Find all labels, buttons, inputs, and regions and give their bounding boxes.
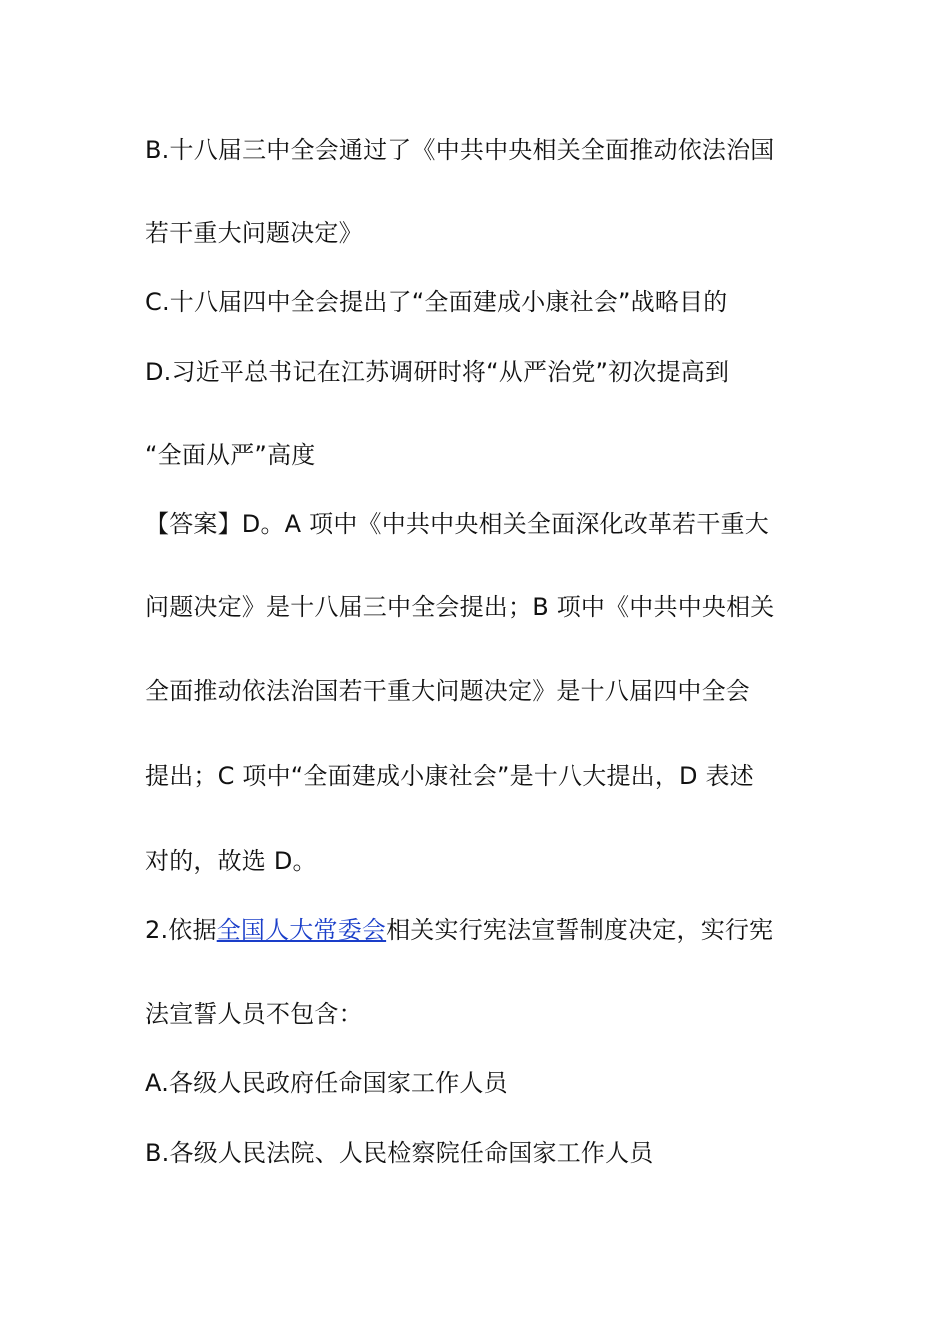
q2-suffix: 相关实行宪法宣誓制度决定，实行宪 [386, 916, 774, 944]
q1-option-c: C.十八届四中全会提出了“全面建成小康社会”战略目的 [145, 288, 728, 316]
answer-line5: 对的，故选 D。 [145, 847, 317, 875]
q2-question-line1 [145, 914, 825, 946]
answer-line2: 问题决定》是十八届三中全会提出；B 项中《中共中央相关 [145, 593, 775, 621]
npc-standing-committee-link[interactable]: 全国人大常委会 [216, 916, 387, 944]
q2-option-b: B.各级人民法院、人民检察院任命国家工作人员 [145, 1139, 654, 1167]
q2-question-line2: 法宣誓人员不包含： [145, 1000, 363, 1028]
answer-line4: 提出；C 项中“全面建成小康社会”是十八大提出，D 表述 [145, 762, 754, 790]
q1-option-d-line1: D.习近平总书记在江苏调研时将“从严治党”初次提高到 [145, 358, 730, 386]
q1-option-b-line1: B.十八届三中全会通过了《中共中央相关全面推动依法治国 [145, 136, 775, 164]
answer-line3: 全面推动依法治国若干重大问题决定》是十八届四中全会 [145, 677, 750, 705]
q1-option-d-line2: “全面从严”高度 [145, 441, 316, 469]
q2-prefix: 2.依据 [145, 916, 217, 944]
q1-option-b-line2: 若干重大问题决定》 [145, 219, 363, 247]
answer-line1: 【答案】D。A 项中《中共中央相关全面深化改革若干重大 [145, 510, 769, 538]
q2-option-a: A.各级人民政府任命国家工作人员 [145, 1069, 508, 1097]
